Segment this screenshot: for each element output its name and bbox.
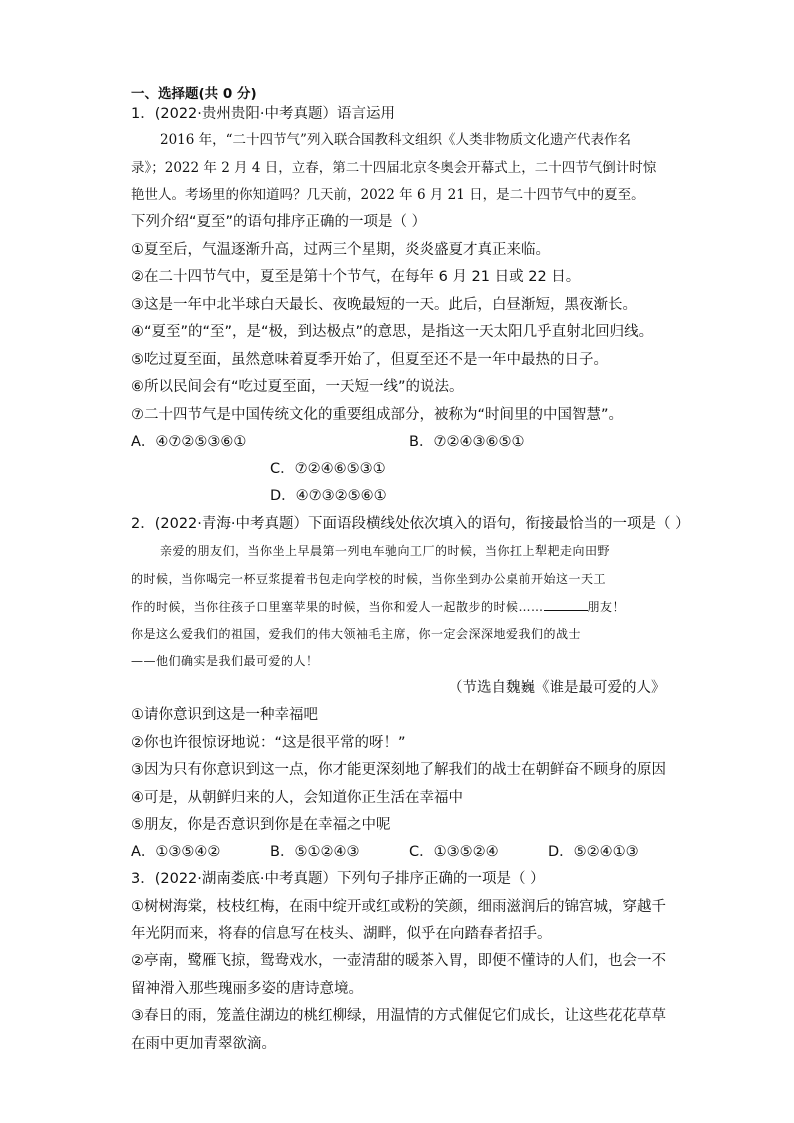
q1-option-b[interactable]: B．⑦②④③⑥⑤① <box>409 434 525 450</box>
q1-passage-line-2: 录》；2022 年 2 月 4 日，立春，第二十四届北京冬奥会开幕式上，二十四节气倒计时惊 <box>131 160 657 176</box>
q2-passage-line-3-tail: 朋友！ <box>587 600 626 614</box>
q1-item-5: ⑤吃过夏至面，虽然意味着夏季开始了，但夏至还不是一年中最热的日子。 <box>131 352 608 368</box>
q3-line-4: 留神滑入那些瑰丽多姿的唐诗意境。 <box>131 981 363 997</box>
q1-passage-line-3: 艳世人。考场里的你知道吗？几天前，2022 年 6 月 21 日，是二十四节气中的夏至。 <box>131 187 645 203</box>
q2-item-4: ④可是，从朝鲜归来的人，会知道你正生活在幸福中 <box>131 790 463 806</box>
q1-item-1: ①夏至后，气温逐渐升高，过两三个星期，炎炎盛夏才真正来临。 <box>131 242 550 258</box>
q2-item-2: ②你也许很惊讶地说：“这是很平常的呀！” <box>131 735 406 751</box>
q1-item-2: ②在二十四节气中，夏至是第十个节气，在每年 6 月 21 日或 22 日。 <box>131 269 581 285</box>
q3-heading: 3．(2022·湖南娄底·中考真题）下列句子排序正确的一项是（ ） <box>131 871 545 887</box>
q2-item-5: ⑤朋友，你是否意识到你是在幸福之中呢 <box>131 817 391 833</box>
q2-item-3: ③因为只有你意识到这一点，你才能更深刻地了解我们的战士在朝鲜奋不顾身的原因 <box>131 762 666 778</box>
q1-stem: 下列介绍“夏至”的语句排序正确的一项是（ ） <box>131 214 427 230</box>
q2-passage-line-3 <box>131 597 625 617</box>
q1-item-3: ③这是一年中北半球白天最长、夜晚最短的一天。此后，白昼渐短，黑夜渐长。 <box>131 297 637 313</box>
q2-item-1: ①请你意识到这是一种幸福吧 <box>131 707 318 723</box>
q2-passage-line-3-text: 作的时候，当你往孩子口里塞苹果的时候，当你和爱人一起散步的时候…… <box>131 600 544 614</box>
q3-line-2: 年光阴而来，将春的信息写在枝头、湖畔，似乎在向踏春者招手。 <box>131 926 552 942</box>
q1-item-4: ④“夏至”的“至”，是“极，到达极点”的意思，是指这一天太阳几乎直射北回归线。 <box>131 324 654 340</box>
q3-line-6: 在雨中更加青翠欲滴。 <box>131 1036 276 1052</box>
q2-option-b[interactable]: B．⑤①②④③ <box>270 844 360 860</box>
q2-source: （节选自魏巍《谁是最可爱的人》 <box>448 680 666 696</box>
q3-line-3: ②亭南，鹭雁飞掠，鸳鸯戏水，一壶清甜的暖茶入胃，即便不懂诗的人们，也会一不 <box>131 953 666 969</box>
q2-option-a[interactable]: A．①③⑤④② <box>131 844 221 860</box>
q2-passage-line-5: ——他们确实是我们最可爱的人！ <box>131 654 319 668</box>
q2-answer-blank <box>544 598 588 611</box>
section-title: 一、选择题(共 0 分) <box>131 86 257 102</box>
q2-passage-line-4: 你是这么爱我们的祖国，爱我们的伟大领袖毛主席，你一定会深深地爱我们的战士 <box>131 627 582 641</box>
q1-passage-line-1: 2016 年，“二十四节气”列入联合国教科文组织《人类非物质文化遗产代表作名 <box>160 132 631 148</box>
q1-option-d[interactable]: D．④⑦③②⑤⑥① <box>270 488 387 504</box>
q1-item-7: ⑦二十四节气是中国传统文化的重要组成部分，被称为“时间里的中国智慧”。 <box>131 407 624 423</box>
q3-line-1: ①树树海棠，枝枝红梅，在雨中绽开或红或粉的笑颜，细雨滋润后的锦宫城，穿越千 <box>131 899 666 915</box>
q2-option-d[interactable]: D．⑤②④①③ <box>548 844 639 860</box>
q3-line-5: ③春日的雨，笼盖住湖边的桃红柳绿，用温情的方式催促它们成长，让这些花花草草 <box>131 1008 666 1024</box>
q2-passage-line-1: 亲爱的朋友们，当你坐上早晨第一列电车驰向工厂的时候，当你扛上犁耙走向田野 <box>160 544 611 558</box>
q2-option-c[interactable]: C．①③⑤②④ <box>409 844 499 860</box>
q1-item-6: ⑥所以民间会有“吃过夏至面，一天短一线”的说法。 <box>131 379 464 395</box>
q2-heading: 2．(2022·青海·中考真题）下面语段横线处依次填入的语句，衔接最恰当的一项是（ ） <box>131 516 690 532</box>
q1-option-c[interactable]: C．⑦②④⑥⑤③① <box>270 461 386 477</box>
q1-option-a[interactable]: A．④⑦②⑤③⑥① <box>131 434 247 450</box>
q1-heading: 1．(2022·贵州贵阳·中考真题）语言运用 <box>131 106 396 122</box>
q2-passage-line-2: 的时候，当你喝完一杯豆浆提着书包走向学校的时候，当你坐到办公桌前开始这一天工 <box>131 572 607 586</box>
